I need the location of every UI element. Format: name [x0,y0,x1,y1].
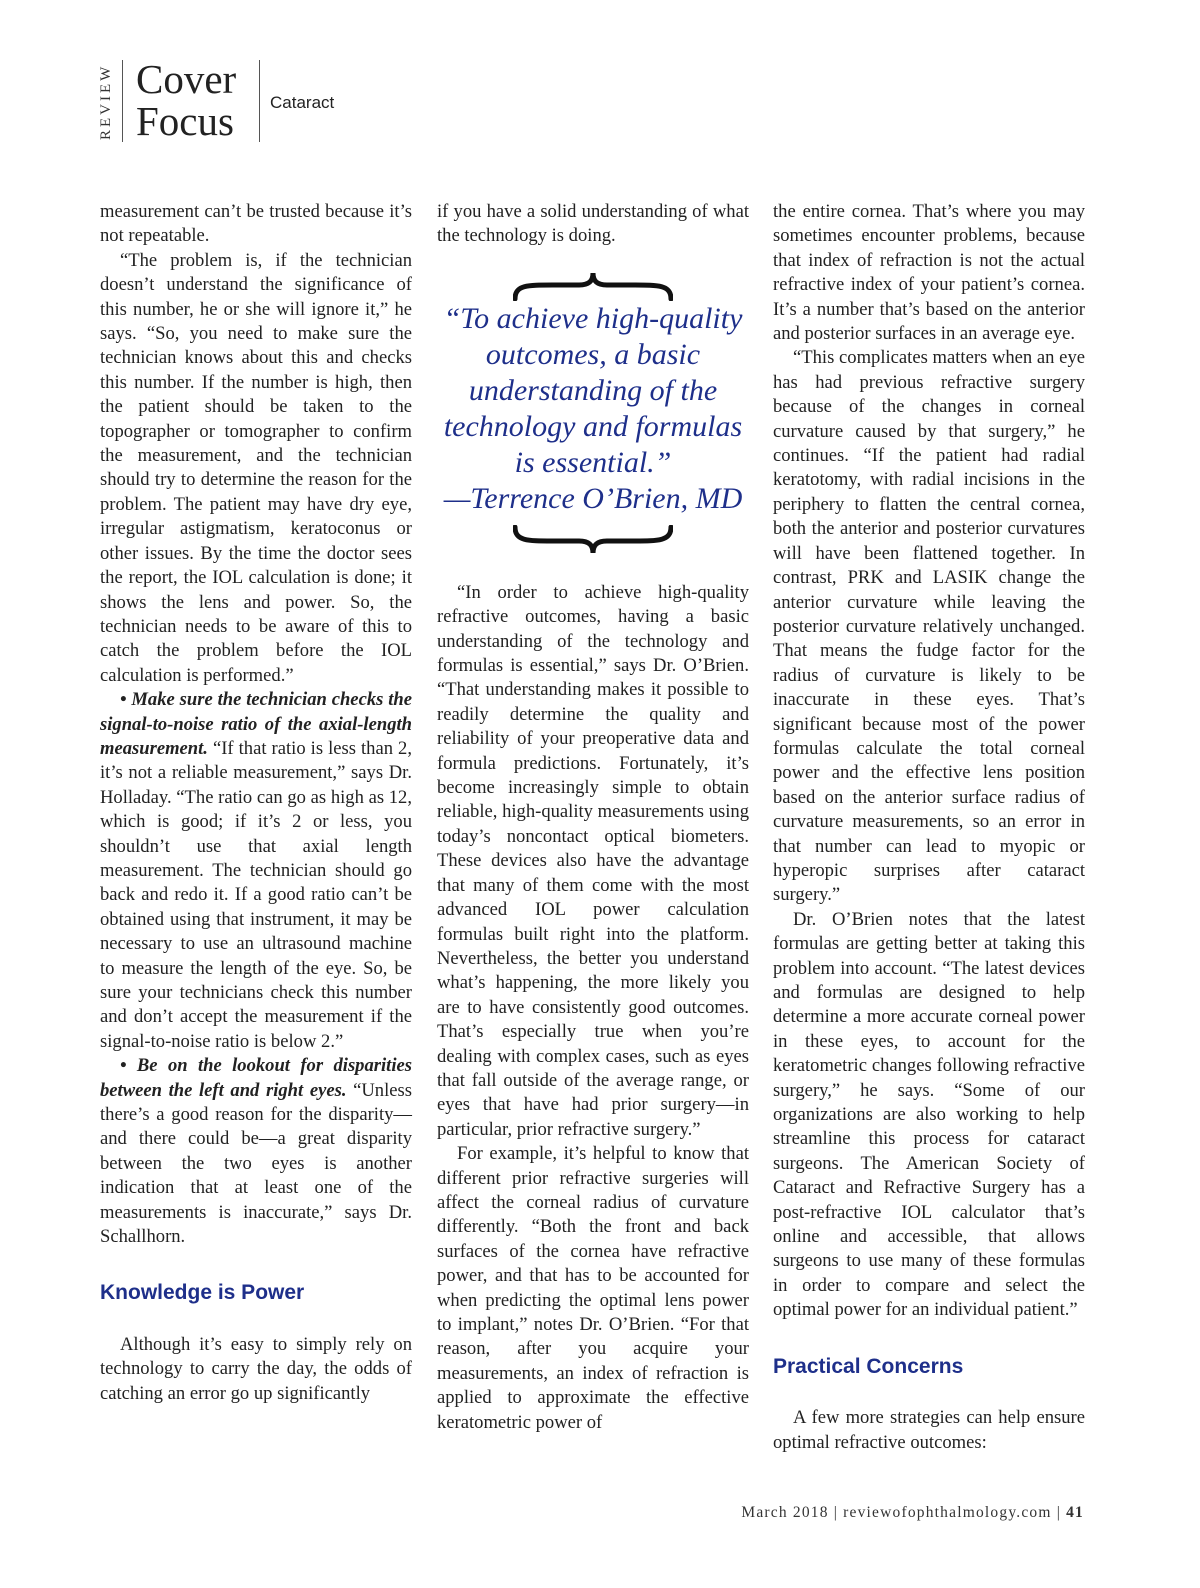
page-number: 41 [1066,1504,1084,1521]
pull-quote-text: “To achieve high-quality outcomes, a basic understanding of the technology and formulas is essential.” [443,301,743,479]
bullet-lead: • Make sure the technician checks the signal-to-noise ratio of the axial-length measurement. [100,689,412,759]
section-title-line2: Focus [136,98,234,144]
paragraph: “This complicates matters when an eye has had previous refractive surgery because of the changes in corneal curvature caused by that surgery,” he continues. “If the patient had radial keratotomy, with radial incisions in the periphery to flatten the central cornea, both the anterior and posterior curvatures will have been flattened together. In contrast, PRK and LASIK change the anterior curvature while leaving the posterior curvature relatively unchanged. That means the fudge factor for the radius of curvature is likely to be inaccurate in these eyes. That’s significant because most of the power formulas calculate the total corneal power and the effective lens position based on the anterior surface radius of curvature measurements, so an error in that number can lead to myopic or hyperopic surprises after cataract surgery.” [773,347,1085,906]
bullet-paragraph [100,688,412,1054]
bullet-text: “Unless there’s a good reason for the disparity—and there could be—a great disparity between the two eyes is another indication that at least one of the measurements is inaccurate,” says Dr. Schallhorn. [100,1079,412,1248]
page-footer: March 2018 | reviewofophthalmology.com | 41 [741,1504,1084,1521]
subheading: Practical Concerns [773,1354,964,1378]
paragraph: the entire cornea. That’s where you may sometimes encounter problems, because that index of refraction is not the actual refractive index of your patient’s cornea. It’s a number that’s based on the anterior and posterior surfaces in an average eye. [773,201,1085,345]
column-2 [437,200,749,1435]
paragraph: measurement can’t be trusted because it’s not repeatable. [100,201,412,247]
section-label: Cataract [270,93,335,112]
section-title-line1: Cover [136,56,237,102]
bullet-paragraph [100,1054,412,1249]
pull-quote [437,271,749,555]
pull-quote-attribution: —Terrence O’Brien, MD [443,481,743,515]
paragraph: For example, it’s helpful to know that different prior refractive surgeries will affect the corneal radius of curvature differently. “Both the front and back surfaces of the cornea have refractive power, and that has to be accounted for when predicting the optimal lens power to implant,” notes Dr. O’Brien. “For that reason, after you acquire your measurements, an index of refraction is applied to approximate the effective keratometric power of [437,1143,749,1433]
review-logo-vertical: REVIEW [98,63,114,140]
column-1 [100,200,412,1406]
paragraph: “The problem is, if the technician doesn’t understand the significance of this number, he or she will ignore it,” he says. “So, you need to make sure the technician knows about this and checks this number. If the number is high, then the patient should be taken to the topographer or tomographer to confirm the measurement, and the technician should try to determine the reason for the problem. The patient may have dry eye, irregular astigmatism, keratoconus or other issues. By the time the doctor sees the report, the IOL calculation is done; it shows the lens and power. So, the technician needs to be aware of this to catch the problem before the IOL calculation is performed.” [100,249,412,686]
bullet-lead: • Be on the lookout for disparities between the left and right eyes. [100,1055,412,1101]
paragraph: Although it’s easy to simply rely on technology to carry the day, the odds of catching an error go up significantly [100,1333,412,1404]
section-title [136,58,236,142]
subheading: Knowledge is Power [100,1281,305,1305]
brace-bottom-icon [513,525,673,555]
masthead-divider [259,60,260,142]
paragraph: if you have a solid understanding of what the technology is doing. [437,201,749,247]
paragraph: A few more strategies can help ensure optimal refractive outcomes: [773,1407,1085,1453]
column-3 [773,200,1085,1455]
paragraph: “In order to achieve high-quality refractive outcomes, having a basic understanding of the technology and formulas is essential,” says Dr. O’Brien. “That understanding makes it possible to readily determine the quality and reliability of your preoperative data and formula predictions. Fortunately, it’s become increasingly simple to obtain reliable, high-quality measurements using today’s noncontact optical biometers. These devices also have the advantage that many of them come with the most advanced IOL power calculation formulas built right into the platform. Nevertheless, the better you understand what’s happening, the more likely you are to have consistently good outcomes. That’s especially true when you’re dealing with complex cases, such as eyes that fall outside of the average range, or eyes that have had prior surgery—in particular, prior refractive surgery.” [437,581,749,1140]
bullet-text: “If that ratio is less than 2, it’s not a reliable measurement,” says Dr. Holladay. “The ratio can go as high as 12, which is good; if it’s 2 or less, you shouldn’t use that axial length measurement. The technician should go back and redo it. If a good ratio can’t be obtained using that instrument, it may be necessary to use an ultrasound machine to measure the length of the eye. So, be sure your technicians check this number and don’t accept the measurement if the signal-to-noise ratio is below 2.” [100,737,412,1052]
website-url: reviewofophthalmology.com [843,1504,1052,1521]
issue-date: March 2018 [741,1504,829,1521]
paragraph: Dr. O’Brien notes that the latest formulas are getting better at taking this problem into account. “The latest devices and formulas are designed to help determine a more accurate corneal power in these eyes, to account for the keratometric changes following refractive surgery,” he says. “Some of our organizations are also working to help streamline this process for cataract surgeons. The American Society of Cataract and Refractive Surgery has a post-refractive IOL calculator that’s online and accessible, that allows surgeons to use many of these formulas in order to compare and select the optimal power for an individual patient.” [773,908,1085,1321]
brace-top-icon [513,271,673,301]
masthead-divider [122,60,123,142]
